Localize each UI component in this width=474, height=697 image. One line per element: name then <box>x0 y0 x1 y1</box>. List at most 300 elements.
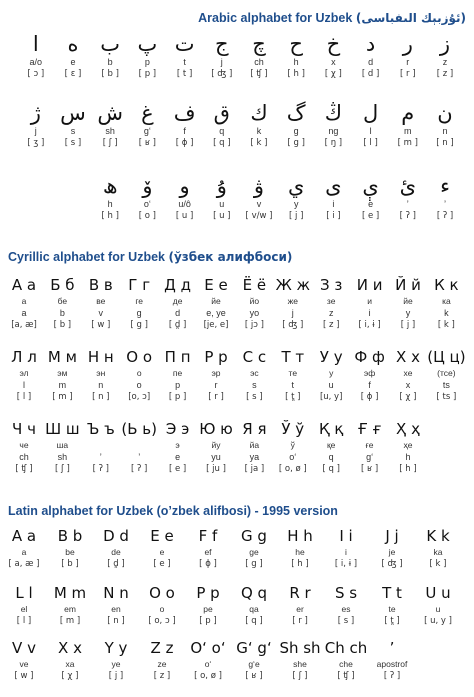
letter-glyph: X x <box>58 639 82 657</box>
arabic-letter-cell <box>239 174 279 222</box>
letter-ipa: [ z ] <box>153 671 171 681</box>
letter-glyph: ا <box>32 32 39 56</box>
letter-ipa: [ k ] <box>250 138 268 148</box>
letter-glyph: G‘ g‘ <box>236 639 272 657</box>
letter-ipa: [ r ] <box>400 69 416 79</box>
letter-ipa: [ ŋ ] <box>324 138 343 148</box>
letter-glyph: J j <box>385 527 399 545</box>
arabic-letter-cell <box>276 174 316 222</box>
latin-title-text: Latin alphabet for Uzbek (o’zbek alifbosi) - 1995 version <box>8 504 338 518</box>
letter-transliteration: u <box>219 199 225 209</box>
letter-glyph: D d <box>103 527 129 545</box>
letter-ipa: [ m ] <box>397 138 418 148</box>
letter-name: йе <box>403 296 413 306</box>
letter-name: зе <box>326 296 336 306</box>
arabic-letter-cell <box>202 101 242 149</box>
letter-ipa: [ jɔ ] <box>244 320 264 330</box>
letter-glyph: М м <box>47 348 77 366</box>
latin-letter-cell <box>410 526 466 570</box>
letter-glyph: T t <box>382 584 402 602</box>
cyrillic-letter-cell <box>194 275 238 331</box>
cyrillic-letter-cell <box>156 275 200 331</box>
letter-ipa: [ j ] <box>108 671 124 681</box>
letter-glyph: Ё ё <box>242 276 267 294</box>
letter-glyph: И и <box>356 276 383 294</box>
cyrillic-letter-cell <box>40 347 84 403</box>
letter-glyph: چ <box>252 32 266 56</box>
arabic-letter-row <box>0 174 474 232</box>
letter-ipa: [ h ] <box>101 211 119 221</box>
letter-name: er <box>296 604 304 614</box>
arabic-letter-cell <box>425 174 465 222</box>
letter-glyph: ش <box>97 101 123 125</box>
arabic-letter-cell <box>313 174 353 222</box>
letter-transliteration: u <box>328 380 334 390</box>
cyrillic-letter-cell <box>348 347 392 403</box>
cyrillic-letter-cell <box>271 419 315 475</box>
letter-glyph: ء <box>440 174 450 198</box>
letter-name: em <box>64 604 76 614</box>
letter-glyph: ل <box>362 101 379 125</box>
letter-transliteration: sh <box>57 452 68 462</box>
arabic-letter-cell <box>388 174 428 222</box>
letter-name: э <box>175 440 180 450</box>
letter-ipa: [ d̪ ] <box>107 559 125 569</box>
cyrillic-letter-cell <box>386 419 430 475</box>
letter-name: pe <box>203 604 213 614</box>
cyrillic-letter-cell <box>2 347 46 403</box>
letter-ipa: [ s ] <box>64 138 82 148</box>
letter-glyph: ۇ <box>216 174 227 198</box>
letter-glyph: پ <box>137 32 158 56</box>
letter-name: ве <box>96 296 106 306</box>
letter-transliteration: r <box>214 380 218 390</box>
arabic-letter-cell <box>388 101 428 149</box>
letter-ipa: [ n ] <box>107 616 125 626</box>
letter-name: йе <box>211 296 221 306</box>
letter-glyph: I i <box>339 527 353 545</box>
letter-transliteration: r <box>406 57 410 67</box>
letter-glyph: ز <box>439 32 451 56</box>
letter-glyph: F f <box>198 527 218 545</box>
letter-glyph: Р р <box>204 348 228 366</box>
arabic-letter-cell <box>202 174 242 222</box>
letter-transliteration: j <box>220 57 223 67</box>
letter-transliteration: f <box>368 380 371 390</box>
letter-glyph: خ <box>326 32 341 56</box>
letter-ipa: [ n ] <box>92 392 110 402</box>
letter-ipa: [ ʧ ] <box>15 464 33 474</box>
letter-name: apostrof <box>376 659 408 669</box>
letter-ipa: [ ʁ ] <box>138 138 156 148</box>
letter-glyph: ي <box>287 174 305 198</box>
cyrillic-letter-cell <box>194 419 238 475</box>
letter-glyph: E e <box>150 527 174 545</box>
letter-transliteration: k <box>444 308 449 318</box>
cyrillic-letter-cell <box>79 419 123 475</box>
arabic-letter-cell <box>351 174 391 222</box>
letter-transliteration: g‘ <box>143 126 151 136</box>
letter-transliteration: n <box>442 126 448 136</box>
letter-ipa: [ ʧ ] <box>337 671 355 681</box>
letter-name: ye <box>111 659 121 669</box>
letter-transliteration: j <box>34 126 37 136</box>
letter-name: de <box>111 547 121 557</box>
letter-name: йо <box>249 296 260 306</box>
arabic-letter-cell <box>16 101 56 149</box>
cyrillic-letter-row <box>0 275 474 333</box>
letter-name: пе <box>172 368 183 378</box>
letter-glyph: ە <box>67 32 79 56</box>
letter-transliteration: h <box>293 57 299 67</box>
cyrillic-letter-cell <box>348 419 392 475</box>
letter-transliteration: ’ <box>99 452 102 462</box>
letter-ipa: [ ʤ ] <box>381 559 403 569</box>
letter-transliteration: d <box>368 57 374 67</box>
letter-name: эн <box>96 368 106 378</box>
letter-name: бе <box>57 296 68 306</box>
letter-ipa: [ ʔ ] <box>131 464 148 474</box>
letter-ipa: [ m ] <box>52 392 73 402</box>
letter-glyph: K k <box>426 527 450 545</box>
letter-glyph: O o <box>149 584 175 602</box>
letter-ipa: [ ɸ ] <box>199 559 217 569</box>
cyrillic-letter-cell <box>2 419 46 475</box>
letter-ipa: [ q ] <box>322 464 340 474</box>
letter-transliteration: ’ <box>138 452 141 462</box>
latin-letter-cell <box>364 638 420 682</box>
letter-transliteration: s <box>70 126 76 136</box>
arabic-letter-cell <box>53 101 93 149</box>
letter-name: ge <box>249 547 259 557</box>
cyrillic-letter-row <box>0 347 474 405</box>
letter-glyph: (Ь ь) <box>121 420 157 438</box>
letter-ipa: [ ʔ ] <box>436 211 454 221</box>
letter-ipa: [ ʤ ] <box>211 69 233 79</box>
letter-transliteration: ’ <box>406 199 409 209</box>
letter-glyph: Ч ч <box>12 420 36 438</box>
letter-ipa: [ u ] <box>175 211 194 221</box>
letter-name: и <box>367 296 372 306</box>
letter-transliteration: ts <box>442 380 450 390</box>
letter-ipa: [ u ] <box>213 211 231 221</box>
cyrillic-letter-cell <box>156 419 200 475</box>
letter-ipa: [ r ] <box>292 616 308 626</box>
arabic-letter-cell <box>388 32 428 80</box>
letter-glyph: В в <box>88 276 113 294</box>
cyrillic-letter-cell <box>309 419 353 475</box>
letter-ipa: [ h ] <box>287 69 305 79</box>
letter-ipa: [ n ] <box>436 138 454 148</box>
letter-glyph: Z z <box>150 639 174 657</box>
letter-ipa: [ s ] <box>246 392 263 402</box>
letter-transliteration: g‘ <box>366 452 374 462</box>
letter-glyph: Б б <box>50 276 75 294</box>
letter-transliteration: m <box>404 126 412 136</box>
letter-transliteration: h <box>107 199 113 209</box>
letter-ipa: [ ts ] <box>436 392 457 402</box>
letter-ipa: [ u, y ] <box>424 616 452 626</box>
letter-name: g‘e <box>248 659 260 669</box>
letter-glyph: С с <box>242 348 267 366</box>
letter-ipa: [ ʃ ] <box>54 464 70 474</box>
letter-ipa: [ p ] <box>168 392 187 402</box>
letter-transliteration: n <box>98 380 104 390</box>
letter-glyph: Е е <box>204 276 228 294</box>
letter-glyph: Й й <box>395 276 421 294</box>
letter-ipa: [ d ] <box>361 69 380 79</box>
letter-glyph: ھ <box>102 174 118 198</box>
letter-glyph: ف <box>173 101 196 125</box>
letter-ipa: [ l ] <box>16 616 32 626</box>
letter-ipa: [ ʔ ] <box>92 464 109 474</box>
letter-glyph: Ҳ ҳ <box>396 420 420 438</box>
arabic-letter-cell <box>90 174 130 222</box>
letter-ipa: [ p ] <box>138 69 157 79</box>
letter-transliteration: h <box>405 452 411 462</box>
letter-ipa: [ χ ] <box>61 671 79 681</box>
letter-glyph: N n <box>103 584 129 602</box>
letter-ipa: [ ʃ ] <box>292 671 308 681</box>
letter-glyph: غ <box>141 101 154 125</box>
letter-transliteration: o‘ <box>289 452 297 462</box>
letter-glyph: A a <box>11 527 37 545</box>
letter-glyph: B b <box>57 527 83 545</box>
cyrillic-letter-cell <box>40 419 84 475</box>
letter-transliteration: o <box>136 380 142 390</box>
letter-ipa: [ e ] <box>168 464 187 474</box>
letter-glyph: Sh sh <box>279 639 321 657</box>
letter-transliteration: z <box>328 308 334 318</box>
letter-transliteration: d <box>175 308 181 318</box>
letter-transliteration: q <box>328 452 334 462</box>
letter-glyph: ت <box>174 32 195 56</box>
letter-glyph: Ch ch <box>324 639 368 657</box>
cyrillic-letter-row <box>0 419 474 477</box>
letter-glyph: ق <box>213 101 230 125</box>
cyrillic-letter-cell <box>117 347 161 403</box>
letter-glyph: R r <box>289 584 311 602</box>
letter-name: che <box>339 659 353 669</box>
letter-glyph: P p <box>196 584 220 602</box>
letter-glyph: ك <box>250 101 268 125</box>
letter-ipa: [ o, ɔ ] <box>148 616 176 626</box>
letter-ipa: [ j ] <box>400 320 416 330</box>
letter-name: ve <box>19 659 29 669</box>
arabic-letter-cell <box>276 32 316 80</box>
letter-ipa: [ b ] <box>101 69 119 79</box>
letter-ipa: [ ʔ ] <box>399 211 416 221</box>
letter-transliteration: a/o <box>29 57 43 67</box>
letter-ipa: [ s ] <box>337 616 355 626</box>
letter-glyph: ج <box>215 32 229 56</box>
letter-name: ка <box>442 296 451 306</box>
letter-name: у <box>329 368 334 378</box>
arabic-letter-cell <box>202 32 242 80</box>
letter-glyph: Х х <box>396 348 420 366</box>
letter-glyph: Ж ж <box>275 276 311 294</box>
cyrillic-letter-cell <box>79 347 123 403</box>
letter-transliteration: y <box>405 308 411 318</box>
letter-name: қе <box>326 440 336 450</box>
cyrillic-letter-cell <box>232 347 276 403</box>
letter-glyph: Н н <box>87 348 114 366</box>
letter-transliteration: i <box>332 199 335 209</box>
letter-glyph: ۋ <box>253 174 265 198</box>
letter-ipa: [ b ] <box>61 559 79 569</box>
cyrillic-letter-cell <box>232 275 276 331</box>
letter-ipa: [je, e] <box>203 320 229 330</box>
letter-ipa: [ χ ] <box>324 69 342 79</box>
cyrillic-title-text: Cyrillic alphabet for Uzbek <box>8 250 165 264</box>
cyrillic-title-native: (ўзбек алифбоси) <box>168 250 293 264</box>
letter-glyph: Ғ ғ <box>357 420 382 438</box>
letter-glyph: ب <box>100 32 121 56</box>
letter-glyph: ژ <box>30 101 41 125</box>
letter-glyph: Ў ў <box>281 420 305 438</box>
letter-ipa: [ l ] <box>363 138 378 148</box>
letter-name: ҳе <box>403 440 413 450</box>
letter-name: ша <box>56 440 69 450</box>
letter-name: i <box>345 547 347 557</box>
arabic-letter-row <box>0 32 474 90</box>
letter-ipa: [u, y] <box>319 392 343 402</box>
letter-transliteration: p <box>175 380 181 390</box>
arabic-letter-cell <box>425 32 465 80</box>
letter-glyph: گ <box>286 101 306 125</box>
letter-name: a <box>21 547 27 557</box>
letter-name: es <box>341 604 351 614</box>
letter-ipa: [ ʔ ] <box>383 671 401 681</box>
cyrillic-letter-cell <box>117 275 161 331</box>
letter-ipa: [ q ] <box>213 138 231 148</box>
cyrillic-letter-cell <box>79 275 123 331</box>
letter-ipa: [ z ] <box>436 69 454 79</box>
letter-transliteration: p <box>144 57 150 67</box>
letter-name: en <box>111 604 121 614</box>
letter-transliteration: l <box>23 380 25 390</box>
letter-glyph: Q q <box>240 584 268 602</box>
letter-glyph: П п <box>164 348 191 366</box>
letter-glyph: З з <box>320 276 343 294</box>
letter-glyph: Л л <box>11 348 37 366</box>
letter-name: el <box>20 604 28 614</box>
letter-name: те <box>288 368 298 378</box>
letter-ipa: [ g ] <box>245 559 263 569</box>
cyrillic-letter-cell <box>309 275 353 331</box>
letter-glyph: ر <box>402 32 413 56</box>
letter-transliteration: ng <box>328 126 339 136</box>
arabic-letter-cell <box>239 32 279 80</box>
letter-transliteration: l <box>369 126 372 136</box>
letter-name: йа <box>249 440 260 450</box>
letter-glyph: H h <box>287 527 313 545</box>
letter-ipa: [ χ ] <box>399 392 417 402</box>
letter-glyph: د <box>365 32 376 56</box>
cyrillic-section-title <box>8 250 292 264</box>
letter-name: be <box>65 547 75 557</box>
letter-transliteration: y <box>293 199 299 209</box>
letter-transliteration: a <box>21 308 27 318</box>
letter-glyph: А а <box>11 276 37 294</box>
letter-ipa: [ ʁ ] <box>245 671 263 681</box>
letter-ipa: [ ɛ ] <box>64 69 82 79</box>
cyrillic-letter-cell <box>194 347 238 403</box>
letter-name: e <box>159 547 165 557</box>
letter-glyph: ۆ <box>142 174 153 198</box>
letter-ipa: [ h ] <box>291 559 309 569</box>
letter-ipa: [ k ] <box>429 559 447 569</box>
letter-ipa: [ o ] <box>138 211 157 221</box>
cyrillic-letter-cell <box>156 347 200 403</box>
letter-ipa: [ z ] <box>322 320 340 330</box>
letter-transliteration: ch <box>19 452 29 462</box>
letter-name <box>117 439 161 451</box>
letter-glyph: Ш ш <box>45 420 80 438</box>
letter-transliteration: e, ye <box>206 308 226 318</box>
letter-transliteration: t <box>291 380 295 390</box>
letter-name: je <box>388 547 396 557</box>
arabic-letter-cell <box>127 101 167 149</box>
arabic-letter-cell <box>127 174 167 222</box>
letter-name: де <box>172 296 183 306</box>
letter-transliteration: o‘ <box>143 199 151 209</box>
letter-transliteration: v <box>256 199 262 209</box>
arabic-letter-cell <box>127 32 167 80</box>
arabic-letter-cell <box>90 101 130 149</box>
letter-glyph: Ф ф <box>354 348 385 366</box>
letter-glyph: Ъ ъ <box>86 420 115 438</box>
letter-name: ka <box>433 547 443 557</box>
letter-glyph: L l <box>15 584 33 602</box>
letter-glyph: У у <box>319 348 343 366</box>
letter-transliteration: b <box>107 57 113 67</box>
letter-name: эм <box>57 368 68 378</box>
arabic-letter-row <box>0 101 474 159</box>
letter-ipa: [ ja ] <box>244 464 265 474</box>
letter-glyph: ئ <box>399 174 417 198</box>
letter-transliteration: g <box>136 308 142 318</box>
letter-glyph: ې <box>362 174 379 198</box>
cyrillic-letter-cell <box>424 347 468 403</box>
letter-glyph: Т т <box>281 348 305 366</box>
letter-ipa: [a, æ] <box>11 320 37 330</box>
letter-name: хе <box>403 368 413 378</box>
letter-transliteration: e <box>175 452 181 462</box>
letter-ipa: [ i ] <box>326 211 341 221</box>
cyrillic-letter-cell <box>386 347 430 403</box>
letter-ipa: [ j ] <box>288 211 304 221</box>
letter-transliteration: i <box>368 308 371 318</box>
letter-glyph: V v <box>12 639 36 657</box>
letter-ipa: [ ʒ ] <box>27 138 45 148</box>
arabic-letter-cell <box>351 32 391 80</box>
letter-ipa: [ t̪ ] <box>285 392 301 402</box>
letter-ipa: [ e ] <box>153 559 171 569</box>
letter-glyph: G g <box>241 527 267 545</box>
arabic-letter-cell <box>276 101 316 149</box>
letter-ipa: [ ʧ ] <box>250 69 268 79</box>
letter-ipa: [o, ɔ] <box>128 392 151 402</box>
letter-ipa: [ g ] <box>130 320 148 330</box>
letter-glyph: ڭ <box>324 101 343 125</box>
letter-name: ef <box>204 547 212 557</box>
cyrillic-letter-cell <box>309 347 353 403</box>
letter-glyph: ى <box>325 174 342 198</box>
arabic-letter-cell <box>313 101 353 149</box>
letter-glyph: S s <box>334 584 358 602</box>
letter-transliteration: f <box>183 126 186 136</box>
